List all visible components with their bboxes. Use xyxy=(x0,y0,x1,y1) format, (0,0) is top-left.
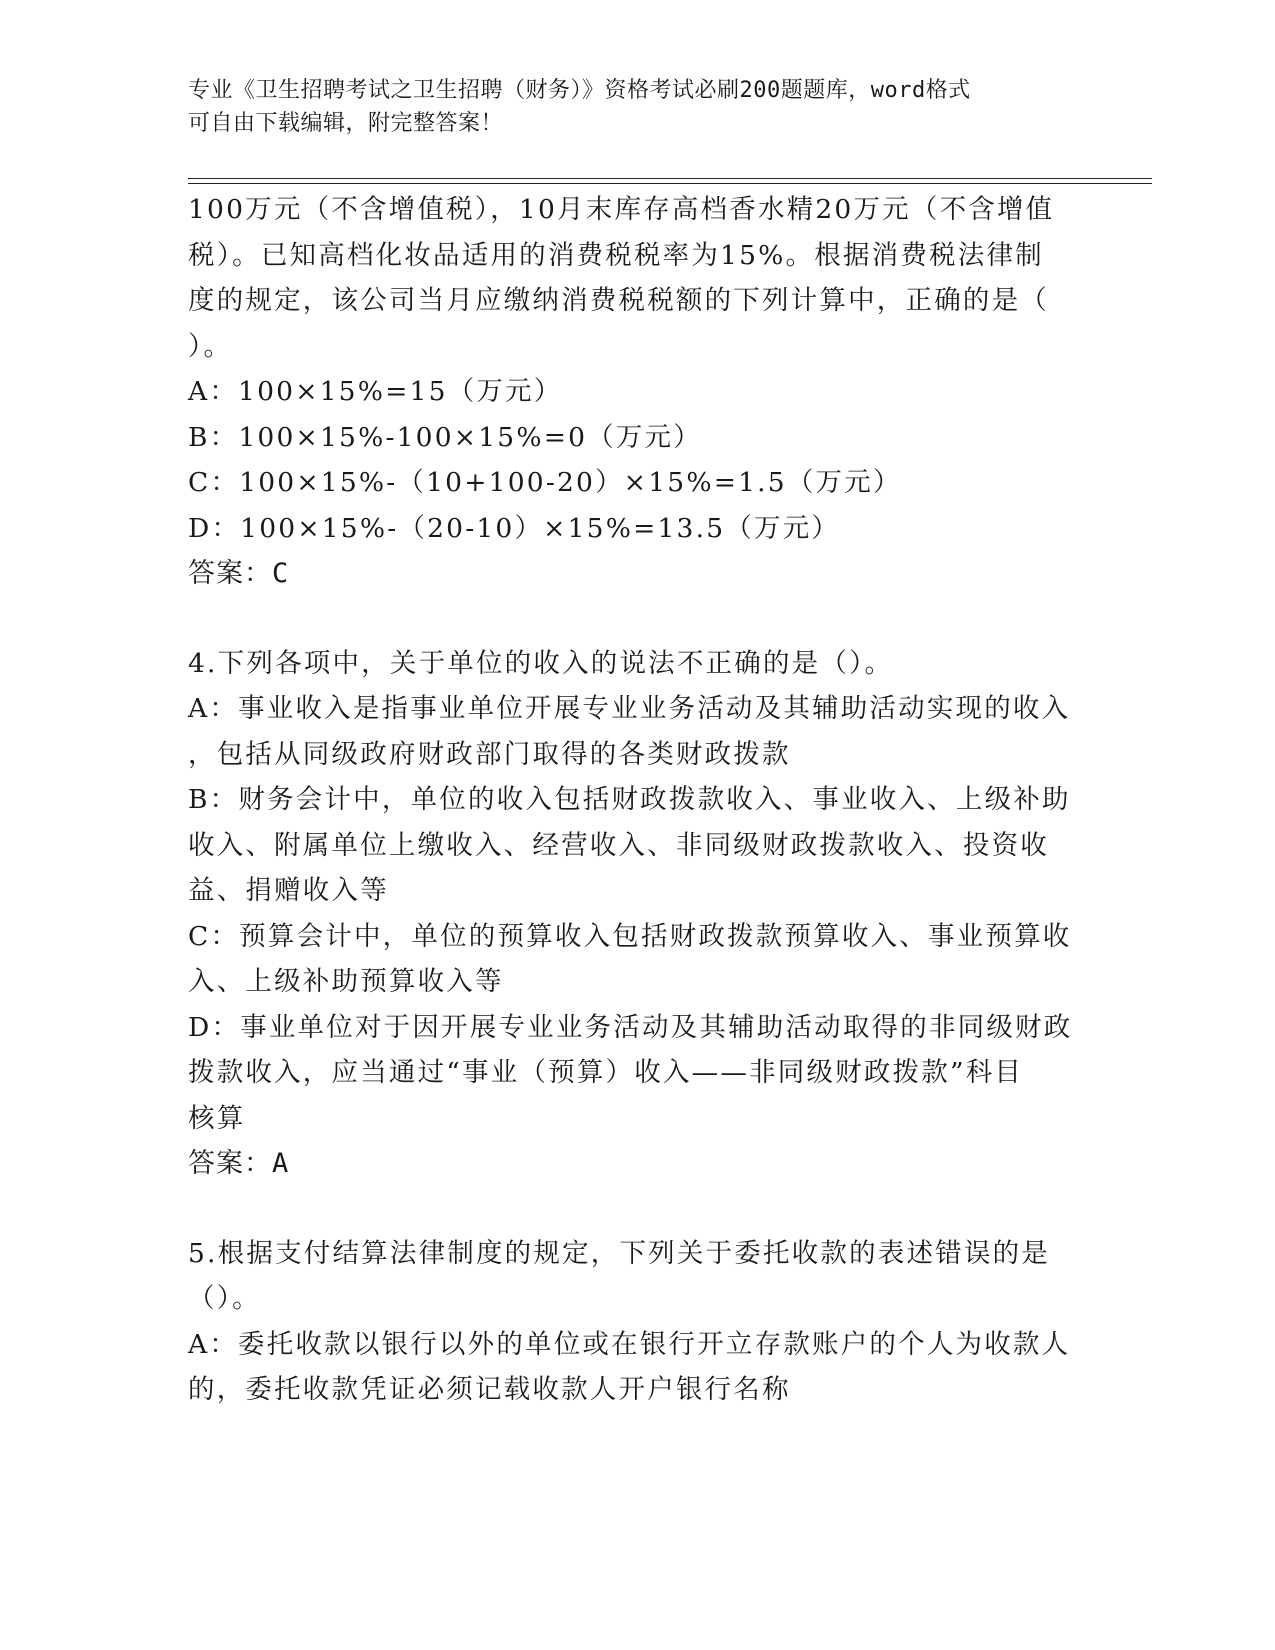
header-divider-top xyxy=(188,178,1152,179)
option-b: B：财务会计中，单位的收入包括财政拨款收入、事业收入、上级补助 xyxy=(188,784,1071,815)
question-5 xyxy=(188,1231,1088,1413)
answer-label: 答案：C xyxy=(188,558,290,589)
option-b-continued: 收入、附属单位上缴收入、经营收入、非同级财政拨款收入、投资收 xyxy=(188,829,1049,861)
option-c: C：100×15%-（10+100-20）×15%=1.5（万元） xyxy=(188,467,902,498)
question-stem-line: ）。 xyxy=(188,330,233,362)
option-b-continued: 益、捐赠收入等 xyxy=(188,875,389,906)
option-c: C：预算会计中，单位的预算收入包括财政拨款预算收入、事业预算收 xyxy=(188,920,1072,952)
question-stem-line: 度的规定，该公司当月应缴纳消费税税额的下列计算中，正确的是（ xyxy=(188,285,1049,316)
option-c-continued: 入、上级补助预算收入等 xyxy=(188,966,504,997)
spacer xyxy=(188,1187,1088,1231)
question-3 xyxy=(188,187,1088,597)
option-a: A：100×15%=15（万元） xyxy=(188,376,563,407)
option-d-continued: 拨款收入，应当通过“事业（预算）收入——非同级财政拨款”科目 xyxy=(188,1057,1024,1088)
question-list xyxy=(188,187,1088,1413)
spacer xyxy=(188,597,1088,641)
question-stem-line: 5.根据支付结算法律制度的规定，下列关于委托收款的表述错误的是 xyxy=(188,1237,1050,1269)
document-header xyxy=(188,74,1088,140)
header-title-line-2: 可自由下载编辑，附完整答案！ xyxy=(188,111,504,136)
option-d-continued: 核算 xyxy=(188,1102,246,1134)
option-d: D：100×15%-（20-10）×15%=13.5（万元） xyxy=(188,512,841,544)
question-4 xyxy=(188,641,1088,1187)
option-b: B：100×15%-100×15%=0（万元） xyxy=(188,421,702,453)
option-a: A：事业收入是指事业单位开展专业业务活动及其辅助活动实现的收入 xyxy=(188,693,1071,724)
question-stem-line: 税）。已知高档化妆品适用的消费税税率为15%。根据消费税法律制 xyxy=(188,239,1044,271)
answer-label: 答案：A xyxy=(188,1148,290,1179)
question-stem: 4.下列各项中，关于单位的收入的说法不正确的是（）。 xyxy=(188,647,894,679)
option-a: A：委托收款以银行以外的单位或在银行开立存款账户的个人为收款人 xyxy=(188,1328,1071,1360)
question-stem-line: （）。 xyxy=(188,1283,261,1314)
header-divider-bottom xyxy=(188,183,1152,184)
header-title-line-1: 专业《卫生招聘考试之卫生招聘（财务）》资格考试必刷200题题库，word格式 xyxy=(188,78,971,103)
option-d: D：事业单位对于因开展专业业务活动及其辅助活动取得的非同级财政 xyxy=(188,1011,1073,1043)
option-a-continued: ，包括从同级政府财政部门取得的各类财政拨款 xyxy=(188,738,791,770)
question-stem-line: 100万元（不含增值税），10月末库存高档香水精20万元（不含增值 xyxy=(188,194,1055,225)
option-a-continued: 的，委托收款凭证必须记载收款人开户银行名称 xyxy=(188,1374,791,1405)
